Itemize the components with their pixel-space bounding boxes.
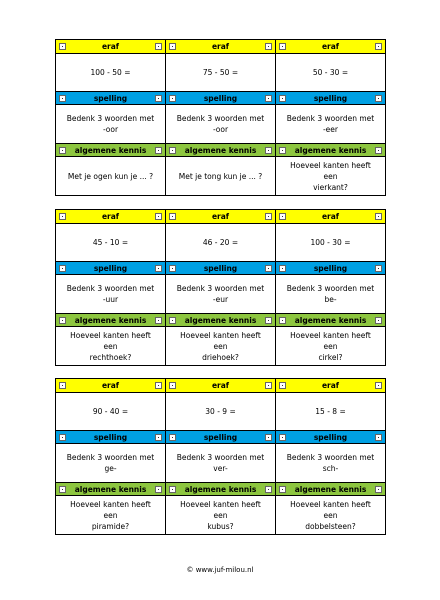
knowledge-question: Hoeveel kanten heeft een cirkel? [290,330,371,362]
dice-icon [375,486,382,493]
spelling-header-label: spelling [93,433,128,442]
knowledge-header [166,143,275,157]
math-header [56,210,165,224]
question-card [56,379,166,535]
dice-icon [265,317,272,324]
knowledge-header-label: algemene kennis [74,316,147,325]
dice-icon [279,434,286,441]
knowledge-header [276,143,385,157]
dice-icon [265,213,272,220]
question-card [166,379,276,535]
dice-icon [59,382,66,389]
spelling-question: Bedenk 3 woorden met -eer [286,114,375,134]
card-block-3 [55,378,386,535]
dice-icon [265,486,272,493]
knowledge-header-label: algemene kennis [294,485,367,494]
knowledge-question: Met je tong kun je ... ? [178,171,263,181]
math-header [166,379,275,393]
math-header [166,210,275,224]
spelling-question: Bedenk 3 woorden met -oor [176,114,265,134]
card-block-1 [55,39,386,196]
question-card [166,40,276,196]
question-card [56,40,166,196]
math-header [276,210,385,224]
spelling-question: Bedenk 3 woorden met -uur [66,284,155,304]
knowledge-header-label: algemene kennis [184,146,257,155]
math-question: 46 - 20 = [202,238,239,247]
math-question: 100 - 50 = [90,68,131,77]
dice-icon [155,486,162,493]
knowledge-question: Hoeveel kanten heeft een kubus? [180,499,261,531]
question-card [276,379,386,535]
math-header-label: eraf [321,42,340,51]
math-header-label: eraf [211,212,230,221]
dice-icon [279,382,286,389]
dice-icon [279,95,286,102]
spelling-header-label: spelling [203,94,238,103]
dice-icon [375,434,382,441]
dice-icon [59,434,66,441]
dice-icon [169,382,176,389]
knowledge-question: Hoeveel kanten heeft een piramide? [70,499,151,531]
knowledge-header [56,313,165,327]
dice-icon [155,213,162,220]
math-header [166,40,275,54]
dice-icon [155,317,162,324]
spelling-header [56,261,165,275]
math-question: 75 - 50 = [202,68,239,77]
dice-icon [169,317,176,324]
math-header [276,40,385,54]
spelling-header [166,91,275,105]
dice-icon [155,434,162,441]
dice-icon [169,43,176,50]
footer-credit: © www.juf-milou.nl [186,566,254,574]
dice-icon [279,213,286,220]
dice-icon [155,95,162,102]
spelling-header-label: spelling [93,94,128,103]
dice-icon [169,213,176,220]
spelling-header [166,261,275,275]
dice-icon [169,95,176,102]
math-header-label: eraf [101,212,120,221]
dice-icon [59,317,66,324]
dice-icon [375,317,382,324]
spelling-question: Bedenk 3 woorden met be- [286,284,375,304]
knowledge-question: Hoeveel kanten heeft een rechthoek? [70,330,151,362]
dice-icon [375,265,382,272]
spelling-header-label: spelling [313,433,348,442]
knowledge-header-label: algemene kennis [294,316,367,325]
math-question: 45 - 10 = [92,238,129,247]
math-header-label: eraf [211,42,230,51]
dice-icon [169,486,176,493]
dice-icon [155,43,162,50]
knowledge-question: Met je ogen kun je ... ? [67,171,154,181]
knowledge-question: Hoeveel kanten heeft een dobbelsteen? [290,499,371,531]
spelling-question: Bedenk 3 woorden met ge- [66,453,155,473]
dice-icon [169,147,176,154]
dice-icon [59,486,66,493]
spelling-header [56,430,165,444]
spelling-header [276,261,385,275]
knowledge-header [166,482,275,496]
question-card [276,40,386,196]
dice-icon [169,265,176,272]
dice-icon [265,43,272,50]
question-card [166,210,276,366]
dice-icon [155,147,162,154]
spelling-header [276,91,385,105]
math-header-label: eraf [321,212,340,221]
dice-icon [59,265,66,272]
math-header [276,379,385,393]
math-header-label: eraf [101,42,120,51]
spelling-header-label: spelling [203,264,238,273]
knowledge-header-label: algemene kennis [74,146,147,155]
dice-icon [265,382,272,389]
math-question: 15 - 8 = [315,407,346,416]
spelling-header [166,430,275,444]
dice-icon [155,382,162,389]
knowledge-header [56,143,165,157]
math-header-label: eraf [321,381,340,390]
spelling-header-label: spelling [203,433,238,442]
dice-icon [375,213,382,220]
card-block-2 [55,209,386,366]
spelling-question: Bedenk 3 woorden met -oor [66,114,155,134]
dice-icon [279,265,286,272]
knowledge-header-label: algemene kennis [184,316,257,325]
math-question: 30 - 9 = [205,407,236,416]
spelling-header-label: spelling [313,94,348,103]
dice-icon [375,95,382,102]
dice-icon [375,147,382,154]
knowledge-question: Hoeveel kanten heeft een driehoek? [180,330,261,362]
dice-icon [169,434,176,441]
dice-icon [59,43,66,50]
dice-icon [59,147,66,154]
dice-icon [279,317,286,324]
spelling-question: Bedenk 3 woorden met -eur [176,284,265,304]
spelling-question: Bedenk 3 woorden met sch- [286,453,375,473]
math-question: 100 - 30 = [310,238,351,247]
dice-icon [265,147,272,154]
dice-icon [279,147,286,154]
spelling-question: Bedenk 3 woorden met ver- [176,453,265,473]
dice-icon [59,213,66,220]
knowledge-header [56,482,165,496]
knowledge-header [276,482,385,496]
dice-icon [375,43,382,50]
question-card [56,210,166,366]
spelling-header [276,430,385,444]
spelling-header-label: spelling [93,264,128,273]
math-question: 50 - 30 = [312,68,349,77]
knowledge-header-label: algemene kennis [74,485,147,494]
spelling-header-label: spelling [313,264,348,273]
dice-icon [265,434,272,441]
dice-icon [155,265,162,272]
knowledge-header-label: algemene kennis [294,146,367,155]
knowledge-header [166,313,275,327]
knowledge-header [276,313,385,327]
math-header-label: eraf [101,381,120,390]
math-question: 90 - 40 = [92,407,129,416]
math-header [56,40,165,54]
dice-icon [279,43,286,50]
math-header [56,379,165,393]
knowledge-question: Hoeveel kanten heeft een vierkant? [290,160,371,192]
dice-icon [265,95,272,102]
spelling-header [56,91,165,105]
dice-icon [375,382,382,389]
question-card [276,210,386,366]
dice-icon [279,486,286,493]
knowledge-header-label: algemene kennis [184,485,257,494]
math-header-label: eraf [211,381,230,390]
dice-icon [265,265,272,272]
dice-icon [59,95,66,102]
